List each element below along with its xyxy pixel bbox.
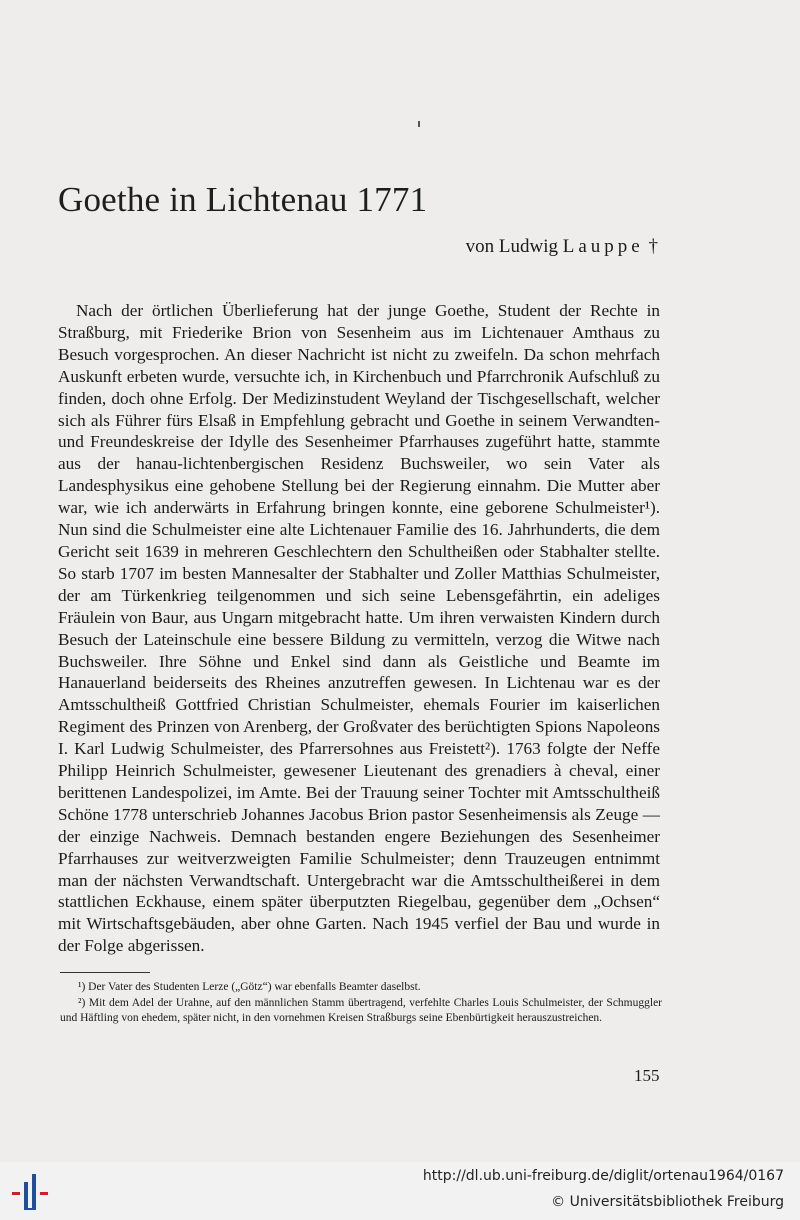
footnote-divider — [60, 972, 150, 973]
article-body — [58, 300, 660, 957]
print-mark — [418, 121, 420, 127]
author-dagger: † — [648, 236, 658, 257]
author-line — [466, 236, 658, 258]
footnotes — [60, 980, 662, 1027]
author-name: Lauppe — [562, 236, 644, 257]
footer-url-link[interactable]: http://dl.ub.uni-freiburg.de/diglit/ortenau1964/0167 — [422, 1168, 784, 1184]
footnote-1: ¹) Der Vater des Studenten Lerze („Götz“) war ebenfalls Beamter daselbst. — [78, 981, 421, 993]
footnote-2: ²) Mit dem Adel der Urahne, auf den männlichen Stamm übertragend, verfehlte Charles Louis Schulmeister, der Schmuggler und Häftling von ehedem, später nicht, in den vornehmen Kreisen Straßburgs seine Ebenbürtigkeit herauszustreichen. — [60, 996, 662, 1024]
article-title: Goethe in Lichtenau 1771 — [58, 180, 428, 219]
body-paragraph: Nach der örtlichen Überlieferung hat der junge Goethe, Student der Rechte in Straßburg, mit Friederike Brion von Sesenheim aus im Lichtenauer Amthaus zu Besuch vorgesprochen. An dieser Nachricht ist nicht zu zweifeln. Da schon mehrfach Auskunft erbeten wurde, versuchte ich, in Kirchenbuch und Pfarrchronik Aufschluß zu finden, doch ohne Erfolg. Der Medizinstudent Weyland der Tischgesellschaft, welcher sich als Führer fürs Elsaß in Empfehlung gebracht und Goethe in seinem Verwandten- und Freundeskreise der Idylle des Sesenheimer Pfarrhauses zugeführt hatte, stammte aus der hanau-lichtenbergischen Residenz Buchsweiler, wo sein Vater als Landesphysikus eine gehobene Stellung bei der Regierung einnahm. Die Mutter aber war, wie ich anderwärts in Erfahrung bringen konnte, eine geborene Schulmeister¹). Nun sind die Schulmeister eine alte Lichtenauer Familie des 16. Jahrhunderts, die dem Gericht seit 1639 in mehreren Geschlechtern den Schultheißen oder Stabhalter stellte. So starb 1707 im besten Mannesalter der Stabhalter und Zoller Matthias Schulmeister, der am Türkenkrieg teilgenommen und sich seine Lebensgefährtin, ein adeliges Fräulein von Baur, aus Ungarn mitgebracht hatte. Um ihren verwaisten Kindern durch Besuch der Lateinschule eine bessere Bildung zu vermitteln, verzog die Witwe nach Buchsweiler. Ihre Söhne und Enkel sind dann als Geistliche und Beamte im Hanauerland beiderseits des Rheines anzutreffen gewesen. In Lichtenau war es der Amtsschultheiß Gottfried Christian Schulmeister, ehemals Fourier im kaiserlichen Regiment des Prinzen von Arenberg, der Großvater des berüchtigten Spions Napoleons I. Karl Ludwig Schulmeister, des Pfarrersohnes aus Freistett²). 1763 folgte der Neffe Philipp Heinrich Schulmeister, gewesener Lieutenant des grenadiers à cheval, einer berittenen Landespolizei, im Amte. Bei der Trauung seiner Tochter mit Amtsschultheiß Schöne 1778 unterschrieb Johannes Jacobus Brion pastor Sesenheimensis als Zeuge — der einzige Nachweis. Demnach bestanden engere Beziehungen des Sesenheimer Pfarrhauses zur weitverzweigten Familie Schulmeister; denn Trauzeugen entnimmt man der nächsten Verwandtschaft. Untergebracht war die Amtsschultheißerei in dem stattlichen Eckhause, einem später überputzten Riegelbau, gegenüber dem „Ochsen“ mit Wirtschaftsgebäuden, aber ohne Garten. Nach 1945 verfiel der Bau und wurde in der Folge abgerissen. — [58, 301, 660, 956]
page-number: 155 — [634, 1066, 660, 1085]
ub-freiburg-logo-icon — [10, 1172, 52, 1212]
footer-copyright: © Universitätsbibliothek Freiburg — [551, 1194, 784, 1210]
author-prefix: von Ludwig — [465, 236, 559, 257]
